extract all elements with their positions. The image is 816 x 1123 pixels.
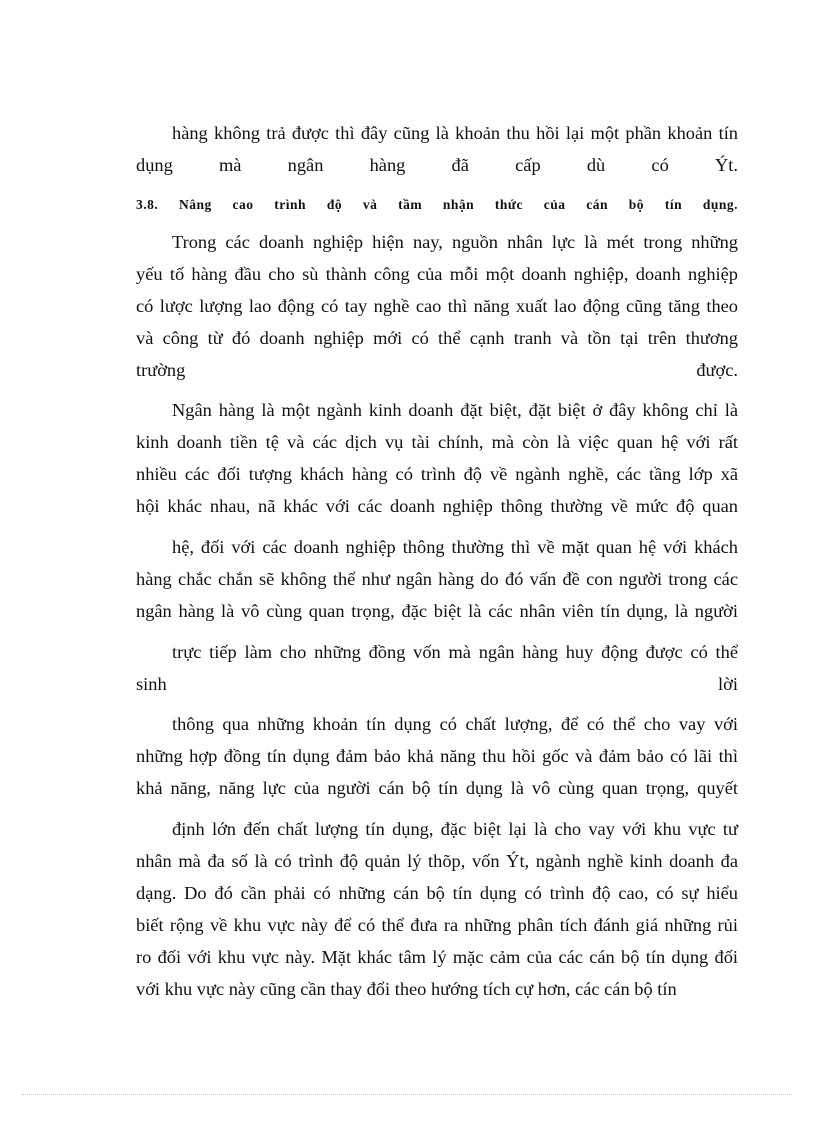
text-line: khả năng, năng lực của người cán bộ tín dụng là vô cùng quan trọng, quyết: [136, 778, 738, 798]
text-line: dụng mà ngân hàng đã cấp dù có Ýt.: [136, 155, 738, 175]
text-line: có lược lượng lao động có tay nghề cao thì năng xuất lao động cũng tăng theo: [136, 296, 738, 316]
text-line: ngân hàng là vô cùng quan trọng, đặc biệt là các nhân viên tín dụng, là người: [136, 601, 738, 621]
section-heading: 3.8. Nâng cao trình độ và tầm nhận thức của cán bộ tín dụng.: [136, 197, 738, 212]
text-line: Trong các doanh nghiệp hiện nay, nguồn nhân lực là mét trong những: [172, 232, 738, 252]
text-line: Ngân hàng là một ngành kinh doanh đặt biệt, đặt biệt ở đây không chỉ là: [172, 400, 738, 420]
text-line: dạng. Do đó cần phải có những cán bộ tín dụng có trình độ cao, có sự hiểu: [136, 883, 738, 903]
text-line: yếu tố hàng đầu cho sù thành công của mỗi một doanh nghiệp, doanh nghiệp: [136, 264, 738, 284]
text-line: định lớn đến chất lượng tín dụng, đặc biệt lại là cho vay với khu vực tư: [172, 819, 738, 839]
text-line: hệ, đối với các doanh nghiệp thông thường thì về mặt quan hệ với khách: [172, 537, 738, 557]
text-line: thông qua những khoản tín dụng có chất lượng, để có thể cho vay với: [172, 714, 738, 734]
text-line: nhiều các đối tượng khách hàng có trình độ về ngành nghề, các tầng lớp xã: [136, 464, 738, 484]
text-line: những hợp đồng tín dụng đảm bảo khả năng thu hồi gốc và đảm bảo có lãi thì: [136, 746, 738, 766]
text-line: với khu vực này cũng cần thay đổi theo hướng tích cự hơn, các cán bộ tín: [136, 979, 677, 999]
page-break-rule: [22, 1094, 792, 1095]
text-line: kinh doanh tiền tệ và các dịch vụ tài chính, mà còn là việc quan hệ với rất: [136, 432, 738, 452]
text-line: sinh lời: [136, 674, 738, 694]
text-line: và công từ đó doanh nghiệp mới có thể cạnh tranh và tồn tại trên thương: [136, 328, 738, 348]
text-line: trường được.: [136, 360, 738, 380]
text-line: trực tiếp làm cho những đồng vốn mà ngân hàng huy động được có thể: [172, 642, 738, 662]
text-line: biết rộng về khu vực này để có thể đưa ra những phân tích đánh giá những rủi: [136, 915, 738, 935]
text-line: hàng không trả được thì đây cũng là khoản thu hồi lại một phần khoản tín: [172, 123, 738, 143]
text-line: hội khác nhau, nã khác với các doanh nghiệp thông thường về mức độ quan: [136, 496, 738, 516]
text-line: nhân mà đa số là có trình độ quản lý thõp, vốn Ýt, ngành nghề kinh doanh đa: [136, 851, 738, 871]
text-line: ro đối với khu vực này. Mặt khác tâm lý mặc cảm của các cán bộ tín dụng đối: [136, 947, 738, 967]
text-line: hàng chắc chắn sẽ không thể như ngân hàng do đó vấn đề con người trong các: [136, 569, 738, 589]
